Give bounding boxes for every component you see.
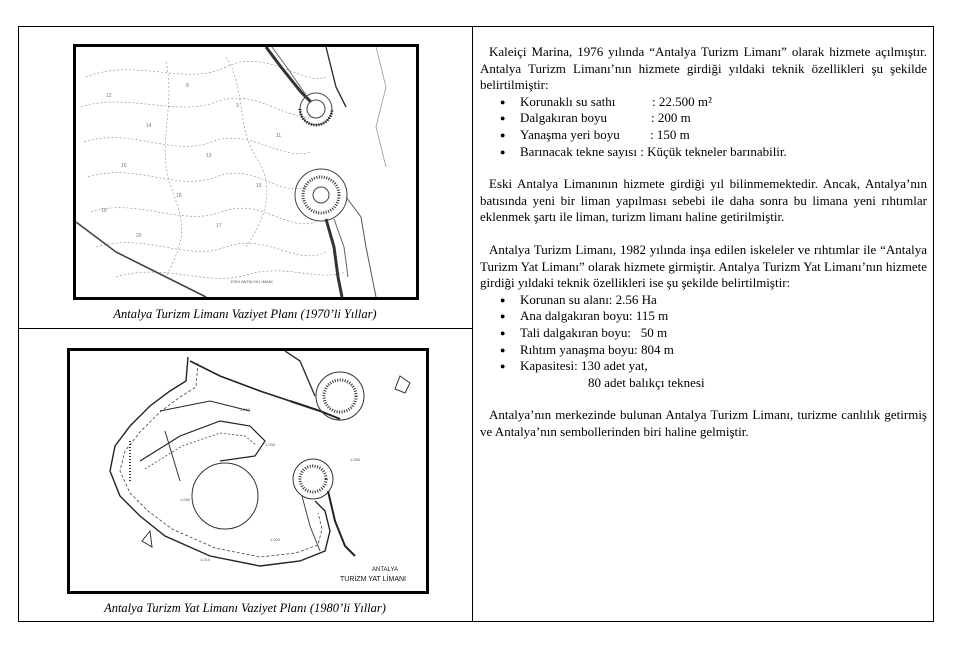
marina-plan-1980s-image xyxy=(67,348,429,594)
table-row-divider xyxy=(18,328,472,329)
svg-text:19: 19 xyxy=(101,208,107,214)
svg-text:16: 16 xyxy=(121,163,127,169)
figure-2-caption: Antalya Turizm Yat Limanı Vaziyet Planı (1980’li Yıllar) xyxy=(104,601,386,615)
table-column-divider xyxy=(472,26,473,622)
list-2 xyxy=(480,292,927,375)
description-text xyxy=(480,44,927,440)
svg-text:11: 11 xyxy=(276,133,282,139)
svg-text:20: 20 xyxy=(136,233,142,239)
figure-1-caption: Antalya Turizm Limanı Vaziyet Planı (1970’li Yıllar) xyxy=(113,307,377,321)
list-item: ● Korunaklı su sathı : 22.500 m² xyxy=(480,94,927,111)
list-item: ● Kapasitesi: 130 adet yat, xyxy=(480,358,927,375)
svg-text:12: 12 xyxy=(106,93,112,99)
site-plan-1970s-image xyxy=(73,44,419,300)
list-1 xyxy=(480,94,927,160)
map-title-line-1: ANTALYA xyxy=(372,567,399,573)
svg-text:15: 15 xyxy=(256,183,262,189)
site-plan-1970s-drawing xyxy=(76,47,416,297)
list-item: ● Ana dalgakıran boyu: 115 m xyxy=(480,308,927,325)
svg-text:1.000: 1.000 xyxy=(270,537,281,542)
svg-text:17: 17 xyxy=(216,223,222,229)
svg-text:9: 9 xyxy=(236,103,239,109)
svg-text:1.060: 1.060 xyxy=(240,407,251,412)
paragraph-2: Eski Antalya Limanının hizmete girdiği yıl bilinmemektedir. Ancak, Antalya’nın batısında yeni bir liman yapılması sebebi ile daha sonra bu limana yeni rıhtımlar eklenmek şartı ile liman, turizm limanı haline getirilmiştir. xyxy=(480,176,927,225)
svg-text:1.050: 1.050 xyxy=(350,457,361,462)
list-continuation: 80 adet balıkçı teknesi xyxy=(588,374,705,390)
list-item: ● Barınacak tekne sayısı : Küçük tekneler barınabilir. xyxy=(480,144,927,161)
paragraph-1: Kaleiçi Marina, 1976 yılında “Antalya Turizm Limanı” olarak hizmete açılmıştır. Antalya Turizm Limanı’nın hizmete girdiği yıldaki teknik özellikleri şu şekilde belirtilmiştir: xyxy=(480,44,927,93)
list-item: ● Tali dalgakıran boyu: 50 m xyxy=(480,325,927,342)
paragraph-4: Antalya’nın merkezinde bulunan Antalya Turizm Limanı, turizme canlılık getirmiş ve Antalya’nın sembollerinden biri haline gelmiştir. xyxy=(480,407,927,439)
list-item: ● Yanaşma yeri boyu : 150 m xyxy=(480,127,927,144)
svg-text:1.040: 1.040 xyxy=(180,497,191,502)
map-title-line-2: TURİZM YAT LİMANI xyxy=(340,576,406,583)
svg-text:1.010: 1.010 xyxy=(200,557,211,562)
svg-text:14: 14 xyxy=(146,123,152,129)
map-stamp: ESKİ ANTALYA LİMANI xyxy=(231,279,273,284)
paragraph-3: Antalya Turizm Limanı, 1982 yılında inşa edilen iskeleler ve rıhtımlar ile “Antalya Turizm Yat Limanı” olarak hizmete girmiştir. Antalya Turizm Yat Limanı’nın hizmete girdiği yıldaki teknik özellikleri ise şu şekilde belirtilmiştir: xyxy=(480,241,927,291)
list-item: ● Dalgakıran boyu : 200 m xyxy=(480,110,927,127)
list-item: ● Rıhtım yanaşma boyu: 804 m xyxy=(480,342,927,359)
svg-text:8: 8 xyxy=(186,83,189,89)
marina-plan-1980s-drawing xyxy=(70,351,426,591)
svg-text:1.030: 1.030 xyxy=(265,442,276,447)
svg-text:13: 13 xyxy=(206,153,212,159)
svg-text:18: 18 xyxy=(176,193,182,199)
list-item: ● Korunan su alanı: 2.56 Ha xyxy=(480,292,927,309)
